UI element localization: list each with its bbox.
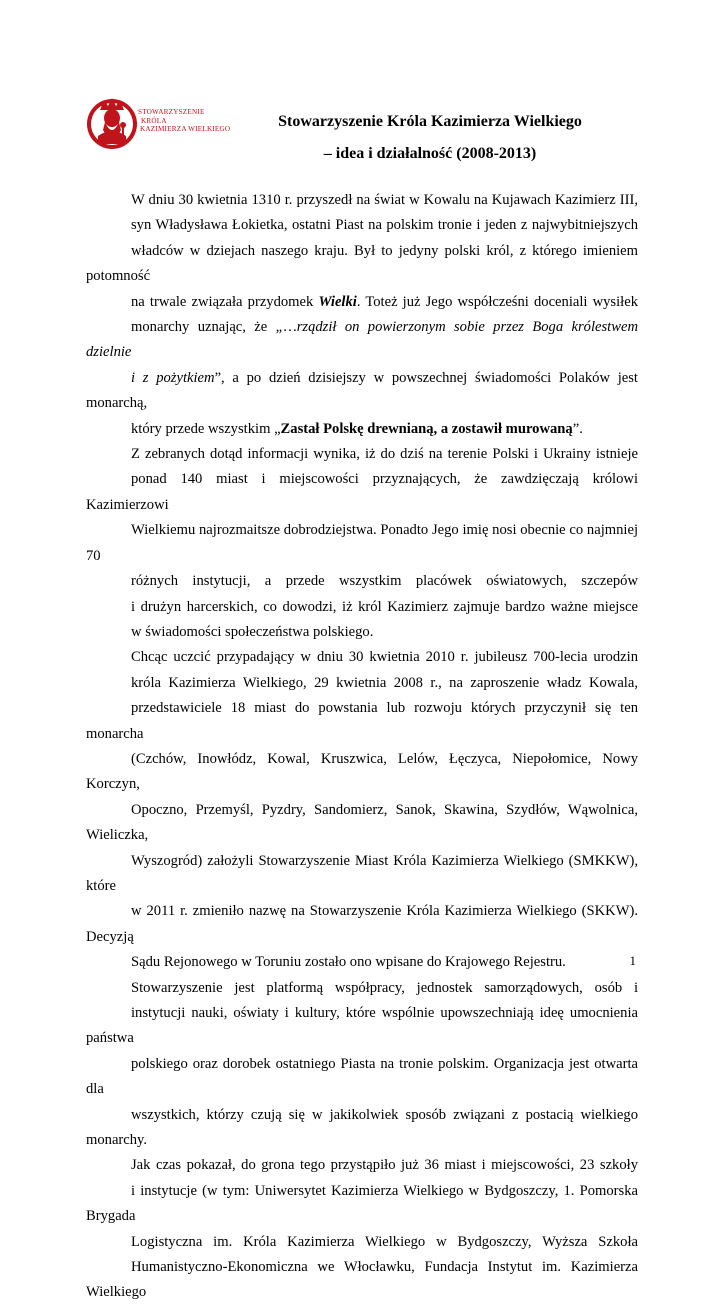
quote-part-2: i z pożytkiem — [131, 369, 215, 386]
p2-line-2: ponad 140 miast i miejscowości przyznających, że zawdzięczają królowi Kazimierzowi — [86, 471, 638, 513]
epithet-wielki: Wielki — [318, 293, 357, 310]
paragraph-5 — [86, 1153, 638, 1305]
paragraph-4 — [86, 976, 638, 1154]
king-portrait-icon — [86, 86, 138, 158]
p4-line-1: Stowarzyszenie jest platformą współpracy, jednostek samorządowych, osób i — [131, 979, 638, 996]
association-logo — [86, 86, 231, 158]
famous-saying: Zastał Polskę drewnianą, a zostawił murowaną — [280, 420, 573, 437]
paragraph-3 — [86, 645, 638, 975]
p1-line-5: monarchy uznając, że „…rządził on powierzonym sobie przez Boga królestwem dzielnie — [86, 319, 638, 361]
paragraph-1 — [86, 188, 638, 442]
p2-line-1: Z zebranych dotąd informacji wynika, iż do dziś na terenie Polski i Ukrainy istnieje — [131, 446, 638, 463]
p1-line-2: syn Władysława Łokietka, ostatni Piast na polskim tronie i jeden z najwybitniejszych — [131, 217, 638, 234]
p3-line-4: (Czchów, Inowłódz, Kowal, Kruszwica, Lelów, Łęczyca, Niepołomice, Nowy Korczyn, — [86, 750, 638, 793]
paragraph-2 — [86, 442, 638, 645]
p5-line-3: Logistyczna im. Króla Kazimierza Wielkiego w Bydgoszczy, Wyższa Szkoła — [131, 1233, 638, 1250]
quote-part-1: „…rządził on powierzonym sobie przez Boga królestwem dzielnie — [86, 319, 638, 361]
p3-line-2: króla Kazimierza Wielkiego, 29 kwietnia 2008 r., na zaproszenie władz Kowala, — [131, 674, 638, 691]
p1-line-7: który przede wszystkim „Zastał Polskę drewnianą, a zostawił murowaną”. — [131, 420, 583, 437]
p3-line-1: Chcąc uczcić przypadający w dniu 30 kwietnia 2010 r. jubileusz 700-lecia urodzin — [131, 649, 638, 666]
p2-line-6: w świadomości społeczeństwa polskiego. — [131, 623, 374, 640]
p2-line-4: różnych instytucji, a przede wszystkim placówek oświatowych, szczepów — [131, 573, 638, 590]
document-title: Stowarzyszenie Króla Kazimierza Wielkiego — [278, 113, 582, 130]
p1-line-1: W dniu 30 kwietnia 1310 r. przyszedł na świat w Kowalu na Kujawach Kazimierz III, — [131, 192, 638, 208]
p5-line-2: i instytucje (w tym: Uniwersytet Kazimierza Wielkiego w Bydgoszczy, 1. Pomorska Brygada — [86, 1182, 638, 1225]
p3-line-3: przedstawiciele 18 miast do powstania lub rozwoju których przyczynił się ten monarcha — [86, 700, 638, 742]
p4-line-3: polskiego oraz dorobek ostatniego Piasta na tronie polskim. Organizacja jest otwarta dla — [86, 1055, 638, 1098]
p3-line-8: Sądu Rejonowego w Toruniu zostało ono wpisane do Krajowego Rejestru. — [131, 954, 566, 971]
document-subtitle: – idea i działalność (2008-2013) — [323, 145, 537, 162]
document-body — [86, 188, 638, 1306]
p5-line-4: Humanistyczno-Ekonomiczna we Włocławku, Fundacja Instytut im. Kazimierza Wielkiego — [86, 1259, 638, 1301]
p1-line-6: i z pożytkiem”, a po dzień dzisiejszy w powszechnej świadomości Polaków jest monarchą, — [86, 369, 638, 412]
p2-line-5: i drużyn harcerskich, co dowodzi, iż król Kazimierz zajmuje bardzo ważne miejsce — [131, 598, 638, 615]
p5-line-1: Jak czas pokazał, do grona tego przystąpiło już 36 miast i miejscowości, 23 szkoły — [131, 1157, 638, 1174]
p2-line-3: Wielkiemu najrozmaitsze dobrodziejstwa. Ponadto Jego imię nosi obecnie co najmniej 70 — [86, 522, 638, 564]
logo-wordmark: STOWARZYSZENIE KRÓLA KAZIMIERZA WIELKIEGO — [138, 108, 231, 134]
p3-line-5: Opoczno, Przemyśl, Pyzdry, Sandomierz, Sanok, Skawina, Szydłów, Wąwolnica, Wieliczka, — [86, 801, 638, 844]
p3-line-6: Wyszogród) założyli Stowarzyszenie Miast Króla Kazimierza Wielkiego (SMKKW), które — [86, 852, 638, 894]
p1-line-3: władców w dziejach naszego kraju. Był to jedyny polski król, z którego imieniem potomność — [86, 242, 638, 285]
p4-line-4: wszystkich, którzy czują się w jakikolwiek sposób związani z postacią wielkiego monarchy. — [86, 1106, 638, 1149]
page-number: 1 — [629, 953, 636, 968]
p1-line-4: na trwale związała przydomek Wielki. Toteż już Jego współcześni doceniali wysiłek — [131, 293, 638, 310]
p3-line-7: w 2011 r. zmieniło nazwę na Stowarzyszenie Króla Kazimierza Wielkiego (SKKW). Decyzją — [86, 903, 638, 945]
p4-line-2: instytucji nauki, oświaty i kultury, które wspólnie upowszechniają ideę umocnienia państwa — [86, 1005, 638, 1047]
